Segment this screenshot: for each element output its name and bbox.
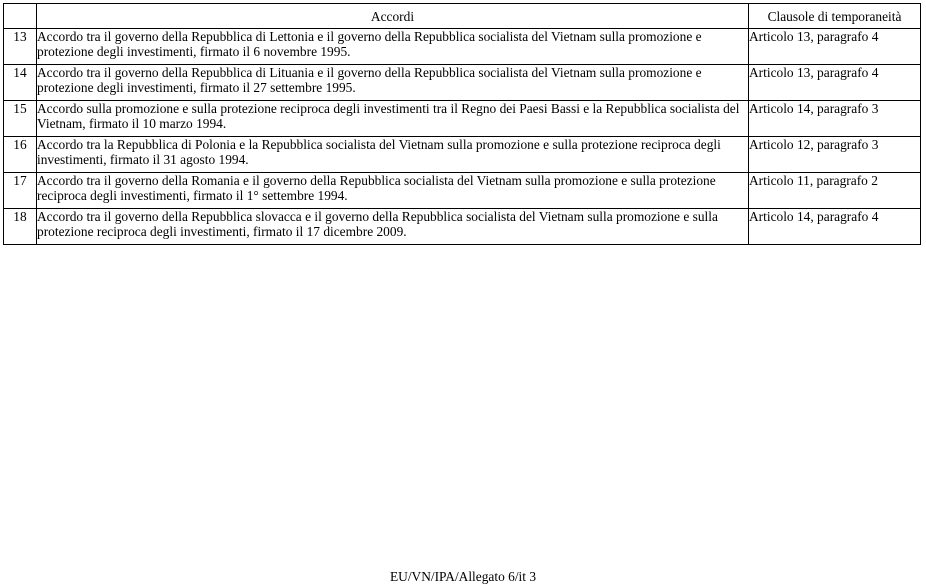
agreement-text: Accordo tra il governo della Repubblica di Lettonia e il governo della Repubblica socialista del Vietnam sulla promozione e protezione degli investimenti, firmato il 6 novembre 1995. [37,29,749,65]
clause-text: Articolo 13, paragrafo 4 [749,29,921,65]
row-number: 15 [4,101,37,137]
table-row [4,137,921,173]
table-row [4,29,921,65]
table-row [4,65,921,101]
table-row [4,209,921,245]
agreement-text: Accordo sulla promozione e sulla protezione reciproca degli investimenti tra il Regno dei Paesi Bassi e la Repubblica socialista del Vietnam, firmato il 10 marzo 1994. [37,101,749,137]
table-header-row [4,4,921,29]
agreement-text: Accordo tra il governo della Repubblica slovacca e il governo della Repubblica socialista del Vietnam sulla promozione e sulla protezione reciproca degli investimenti, firmato il 17 dicembre 2009. [37,209,749,245]
page-footer-reference: EU/VN/IPA/Allegato 6/it 3 [389,569,537,584]
row-number: 17 [4,173,37,209]
row-number: 16 [4,137,37,173]
row-number: 18 [4,209,37,245]
clause-text: Articolo 14, paragrafo 4 [749,209,921,245]
clause-text: Articolo 11, paragrafo 2 [749,173,921,209]
clause-text: Articolo 14, paragrafo 3 [749,101,921,137]
row-number: 14 [4,65,37,101]
clause-text: Articolo 13, paragrafo 4 [749,65,921,101]
header-agreements: Accordi [37,4,749,29]
table-row [4,173,921,209]
agreement-text: Accordo tra la Repubblica di Polonia e la Repubblica socialista del Vietnam sulla promozione e sulla protezione reciproca degli investimenti, firmato il 31 agosto 1994. [37,137,749,173]
row-number: 13 [4,29,37,65]
agreement-text: Accordo tra il governo della Repubblica di Lituania e il governo della Repubblica socialista del Vietnam sulla promozione e protezione degli investimenti, firmato il 27 settembre 1995. [37,65,749,101]
clause-text: Articolo 12, paragrafo 3 [749,137,921,173]
agreement-text: Accordo tra il governo della Romania e il governo della Repubblica socialista del Vietnam sulla promozione e sulla protezione reciproca degli investimenti, firmato il 1° settembre 1994. [37,173,749,209]
header-clauses: Clausole di temporaneità [749,4,921,29]
agreements-table [3,3,921,245]
header-number [4,4,37,29]
table-row [4,101,921,137]
